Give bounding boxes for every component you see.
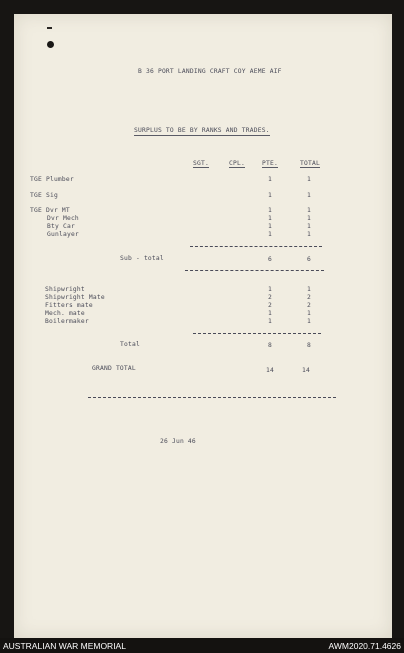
row-pte: 2 — [268, 302, 272, 309]
row-pte: 6 — [268, 256, 272, 263]
row-total: 1 — [307, 286, 311, 293]
row-total: 2 — [307, 294, 311, 301]
row-total: 1 — [307, 223, 311, 230]
row-label: Mech. mate — [45, 310, 85, 317]
row-label: GRAND TOTAL — [92, 365, 136, 372]
row-pte: 2 — [268, 294, 272, 301]
footer-credit: AUSTRALIAN WAR MEMORIAL — [3, 641, 126, 651]
row-pte: 1 — [268, 223, 272, 230]
footer-accession: AWM2020.71.4626 — [328, 641, 401, 651]
row-total: 1 — [307, 318, 311, 325]
row-label: Gunlayer — [47, 231, 79, 238]
row-pte: 1 — [268, 215, 272, 222]
row-label: TGE Dvr MT — [30, 207, 70, 214]
document-page — [14, 14, 392, 638]
row-total: 2 — [307, 302, 311, 309]
document-title: B 36 PORT LANDING CRAFT COY AEME AIF — [138, 68, 282, 75]
row-label: Sub - total — [120, 255, 164, 262]
row-total: 1 — [307, 207, 311, 214]
row-label: Bty Car — [47, 223, 75, 230]
col-header-sgt: SGT. — [193, 160, 209, 167]
row-total: 6 — [307, 256, 311, 263]
row-total: 14 — [302, 367, 310, 374]
row-pte: 1 — [268, 207, 272, 214]
row-label: TGE Sig — [30, 192, 58, 199]
row-total: 1 — [307, 231, 311, 238]
document-subtitle: SURPLUS TO BE BY RANKS AND TRADES. — [134, 127, 270, 134]
pencil-mark — [47, 27, 52, 29]
row-pte: 14 — [266, 367, 274, 374]
row-label: Shipwright — [45, 286, 85, 293]
row-total: 1 — [307, 215, 311, 222]
row-label: Dvr Mech — [47, 215, 79, 222]
row-total: 1 — [307, 192, 311, 199]
row-label: TGE Plumber — [30, 176, 74, 183]
dashed-rule — [190, 246, 322, 247]
row-pte: 8 — [268, 342, 272, 349]
archive-footer — [0, 638, 404, 653]
row-pte: 1 — [268, 318, 272, 325]
col-header-total: TOTAL — [300, 160, 320, 167]
row-pte: 1 — [268, 286, 272, 293]
row-total: 8 — [307, 342, 311, 349]
row-total: 1 — [307, 310, 311, 317]
row-label: Total — [120, 341, 140, 348]
dashed-rule — [185, 270, 324, 271]
row-pte: 1 — [268, 310, 272, 317]
col-header-cpl: CPL. — [229, 160, 245, 167]
row-label: Boilermaker — [45, 318, 89, 325]
row-label: Fitters mate — [45, 302, 93, 309]
row-label: Shipwright Mate — [45, 294, 105, 301]
dashed-rule — [193, 333, 321, 334]
col-header-pte: PTE. — [262, 160, 278, 167]
row-pte: 1 — [268, 231, 272, 238]
punch-hole — [47, 41, 54, 48]
row-total: 1 — [307, 176, 311, 183]
dashed-rule — [88, 397, 336, 398]
row-pte: 1 — [268, 176, 272, 183]
row-pte: 1 — [268, 192, 272, 199]
document-date: 26 Jun 46 — [160, 438, 196, 445]
